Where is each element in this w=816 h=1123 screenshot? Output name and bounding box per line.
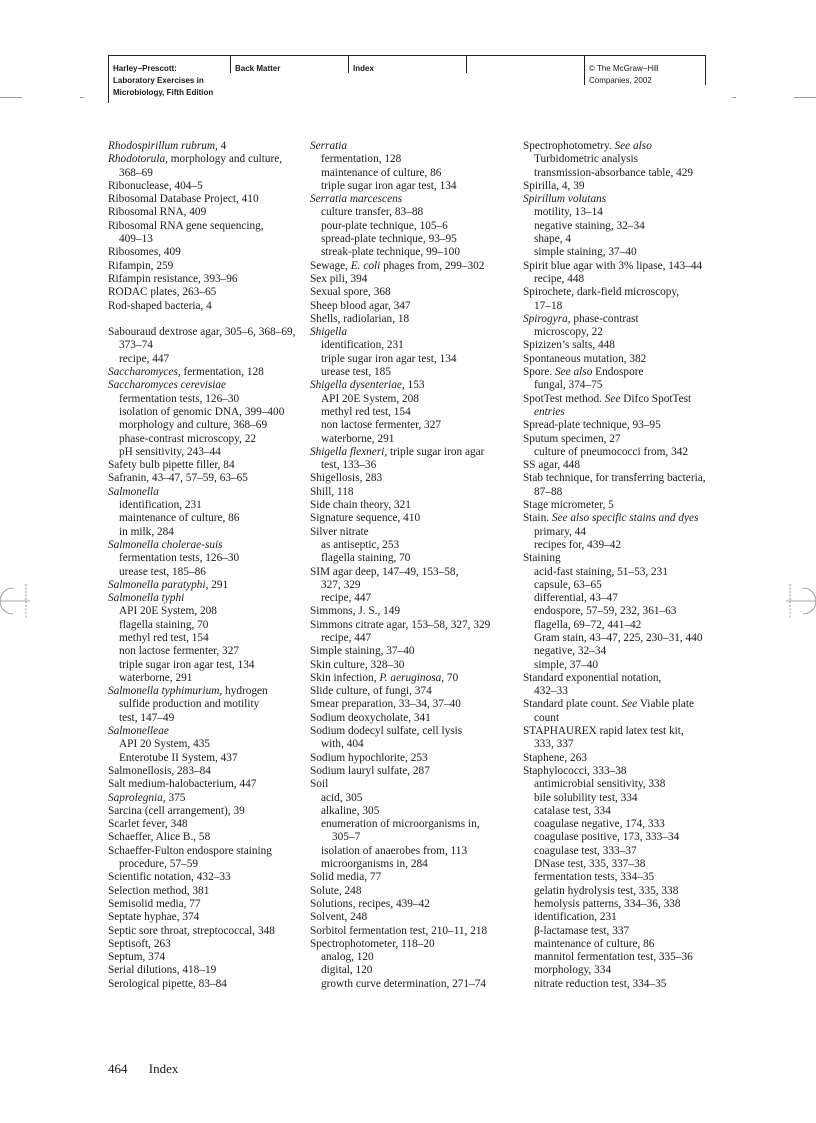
index-entry: Spore. See also Endospore (523, 366, 644, 379)
index-entry: Salt medium-halobacterium, 447 (108, 778, 257, 791)
index-subentry: coagulase test, 333–37 (534, 844, 637, 857)
index-entry: Shigellosis, 283 (310, 472, 383, 485)
index-entry: Sewage, E. coli phages from, 299–302 (310, 259, 485, 272)
index-subentry: maintenance of culture, 86 (534, 937, 655, 950)
index-entry: Shigella flexneri, triple sugar iron agar (310, 445, 485, 458)
index-entry: Stage micrometer, 5 (523, 499, 614, 512)
index-subentry: pH sensitivity, 243–44 (119, 445, 221, 458)
index-subentry: capsule, 63–65 (534, 578, 602, 591)
index-entry: Standard plate count. See Viable plate (523, 698, 695, 711)
index-subentry: acid-fast staining, 51–53, 231 (534, 565, 668, 578)
index-subentry: pour-plate technique, 105–6 (321, 219, 448, 232)
index-entry: Rod-shaped bacteria, 4 (108, 299, 212, 312)
index-entry: Sabouraud dextrose agar, 305–6, 368–69, (108, 326, 296, 339)
header-book-title: Harley−Prescott: Laboratory Exercises in Microbiology, Fifth Edition (108, 55, 230, 103)
index-subentry: flagella, 69–72, 441–42 (534, 618, 642, 631)
header-chapter: Index (348, 55, 466, 73)
index-entry: SS agar, 448 (523, 459, 580, 472)
index-subentry: recipe, 447 (321, 631, 372, 644)
index-subentry: primary, 44 (534, 525, 586, 538)
index-subentry: maintenance of culture, 86 (119, 512, 240, 525)
index-entry: Rhodospirillum rubrum, 4 (108, 140, 227, 152)
index-subentry: gelatin hydrolysis test, 335, 338 (534, 884, 679, 897)
index-column-2 (310, 140, 520, 991)
index-entry: Salmonella typhimurium, hydrogen (108, 685, 268, 698)
index-entry: Spontaneous mutation, 382 (523, 352, 647, 365)
index-entry-continuation: Turbidometric analysis (534, 153, 639, 166)
index-entry: Sorbitol fermentation test, 210–11, 218 (310, 924, 488, 937)
index-subentry: identification, 231 (321, 339, 404, 352)
crop-mark-right (794, 97, 816, 98)
index-subentry: isolation of genomic DNA, 399–400 (119, 405, 285, 418)
index-entry: Safranin, 43–47, 57–59, 63–65 (108, 472, 248, 485)
index-entry: Standard exponential notation, (523, 671, 662, 684)
registration-mark-left-icon (0, 584, 34, 618)
index-entry: Ribosomal RNA, 409 (108, 206, 207, 219)
index-subentry: coagulase positive, 173, 333–34 (534, 831, 680, 844)
index-entry: Ribosomal Database Project, 410 (108, 193, 259, 206)
index-entry: Septic sore throat, streptococcal, 348 (108, 924, 275, 937)
index-subentry: recipes for, 439–42 (534, 538, 622, 551)
index-entry: Septisoft, 263 (108, 937, 171, 950)
index-entry-continuation: microscopy, 22 (534, 326, 603, 339)
index-entry: Stab technique, for transferring bacteria, (523, 472, 706, 485)
index-subentry: flagella staining, 70 (321, 552, 411, 565)
index-entry: Scientific notation, 432–33 (108, 871, 231, 884)
index-column-3 (523, 140, 728, 991)
index-subentry: simple staining, 37–40 (534, 246, 637, 259)
index-subentry: triple sugar iron agar test, 134 (321, 352, 457, 365)
index-entry: Solute, 248 (310, 884, 362, 897)
index-subentry: acid, 305 (321, 791, 363, 804)
index-subentry: Enterotube II System, 437 (119, 751, 238, 764)
index-letter-gap (108, 313, 308, 326)
index-entry: Serological pipette, 83–84 (108, 977, 227, 990)
index-entry: Solid media, 77 (310, 871, 382, 884)
index-entry: Safety bulb pipette filler, 84 (108, 459, 235, 472)
index-entry: Spizizen’s salts, 448 (523, 339, 615, 352)
index-entry-continuation: test, 147–49 (119, 711, 175, 724)
index-entry: Schaeffer-Fulton endospore staining (108, 844, 272, 857)
index-subentry: negative staining, 32–34 (534, 219, 645, 232)
index-subentry: identification, 231 (119, 499, 202, 512)
index-entry-continuation: with, 404 (321, 738, 364, 751)
index-entry: Ribonuclease, 404–5 (108, 179, 203, 192)
index-subentry: fungal, 374–75 (534, 379, 603, 392)
index-entry: Slide culture, of fungi, 374 (310, 685, 432, 698)
index-entry: RODAC plates, 263–65 (108, 286, 217, 299)
page-footer (108, 1061, 178, 1077)
index-entry: Saccharomyces, fermentation, 128 (108, 366, 264, 379)
index-entry: SIM agar deep, 147–49, 153–58, (310, 565, 459, 578)
running-header (108, 55, 706, 103)
index-entry: Stain. See also specific stains and dyes (523, 512, 699, 525)
index-entry: Semisolid media, 77 (108, 897, 201, 910)
index-subentry: culture transfer, 83–88 (321, 206, 424, 219)
index-entry: Saccharomyces cerevisiae (108, 379, 227, 392)
index-entry: Smear preparation, 33–34, 37–40 (310, 698, 461, 711)
index-entry: Salmonella typhi (108, 592, 185, 605)
crop-mark-right-tick (732, 97, 736, 98)
index-subentry: API 20 System, 435 (119, 738, 211, 751)
index-entry: Sarcina (cell arrangement), 39 (108, 804, 245, 817)
registration-mark-right-icon (782, 584, 816, 618)
index-subentry: negative, 32–34 (534, 645, 607, 658)
index-entry: Staphylococci, 333–38 (523, 764, 627, 777)
index-entry: Solvent, 248 (310, 911, 368, 924)
index-entry: SpotTest method. See Difco SpotTest (523, 392, 692, 405)
index-subentry: differential, 43–47 (534, 592, 618, 605)
index-entry: Simple staining, 37–40 (310, 645, 415, 658)
index-entry: Spread-plate technique, 93–95 (523, 419, 661, 432)
index-entry: Salmonelleae (108, 725, 169, 738)
page-number: 464 (108, 1061, 128, 1076)
index-entry: Salmonellosis, 283–84 (108, 764, 211, 777)
index-entry: Spectrophotometer, 118–20 (310, 937, 435, 950)
index-entry: Selection method, 381 (108, 884, 210, 897)
index-subentry-continuation: 305–7 (332, 831, 361, 844)
header-blank-cell (466, 55, 584, 73)
index-entry: Ribosomes, 409 (108, 246, 181, 259)
index-entry: Silver nitrate (310, 525, 369, 538)
index-subentry: identification, 231 (534, 911, 617, 924)
index-entry-continuation: 327, 329 (321, 578, 361, 591)
index-subentry: flagella staining, 70 (119, 618, 209, 631)
index-subentry: enumeration of microorganisms in, (321, 818, 480, 831)
index-subentry: endospore, 57–59, 232, 361–63 (534, 605, 677, 618)
index-subentry: fermentation tests, 126–30 (119, 552, 240, 565)
index-entry-continuation: 333, 337 (534, 738, 574, 751)
index-subentry: digital, 120 (321, 964, 373, 977)
index-subentry: culture of pneumococci from, 342 (534, 445, 689, 458)
index-entry: Spectrophotometry. See also (523, 140, 652, 152)
index-entry: Salmonella paratyphi, 291 (108, 578, 229, 591)
index-subentry: recipe, 448 (534, 272, 585, 285)
index-entry: Ribosomal RNA gene sequencing, (108, 219, 264, 232)
index-subentry: DNase test, 335, 337–38 (534, 858, 646, 871)
index-subentry: simple, 37–40 (534, 658, 599, 671)
index-entry: Signature sequence, 410 (310, 512, 421, 525)
index-entry: Rhodotorula, morphology and culture, (108, 153, 283, 166)
index-entry: Sputum specimen, 27 (523, 432, 621, 445)
index-entry: Spirilla, 4, 39 (523, 179, 585, 192)
index-entry: Schaeffer, Alice B., 58 (108, 831, 211, 844)
index-entry: Simmons, J. S., 149 (310, 605, 401, 618)
index-entry: Skin infection, P. aeruginosa, 70 (310, 671, 459, 684)
index-subentry: phase-contrast microscopy, 22 (119, 432, 256, 445)
index-subentry: as antiseptic, 253 (321, 538, 400, 551)
index-subentry: hemolysis patterns, 334–36, 338 (534, 897, 681, 910)
index-subentry: alkaline, 305 (321, 804, 380, 817)
index-entry: Sodium hypochlorite, 253 (310, 751, 428, 764)
index-subentry: API 20E System, 208 (119, 605, 217, 618)
index-subentry: isolation of anaerobes from, 113 (321, 844, 468, 857)
index-subentry: antimicrobial sensitivity, 338 (534, 778, 666, 791)
index-entry: Salmonella (108, 485, 159, 498)
index-subentry: microorganisms in, 284 (321, 858, 428, 871)
index-subentry: methyl red test, 154 (321, 405, 411, 418)
index-subentry: mannitol fermentation test, 335–36 (534, 951, 693, 964)
index-entry: Soil (310, 778, 329, 791)
index-entry: Sex pili, 394 (310, 272, 368, 285)
index-subentry: shape, 4 (534, 233, 572, 246)
index-entry: Sheep blood agar, 347 (310, 299, 411, 312)
index-subentry: morphology, 334 (534, 964, 612, 977)
index-entry: Serial dilutions, 418–19 (108, 964, 217, 977)
index-entry: Sodium deoxycholate, 341 (310, 711, 431, 724)
index-subentry: nitrate reduction test, 334–35 (534, 977, 667, 990)
index-subentry: transmission-absorbance table, 429 (534, 166, 694, 179)
index-subentry: urease test, 185 (321, 366, 391, 379)
index-entry-continuation: test, 133–36 (321, 459, 377, 472)
index-subentry: streak-plate technique, 99–100 (321, 246, 460, 259)
index-subentry: in milk, 284 (119, 525, 174, 538)
index-subentry: recipe, 447 (119, 352, 170, 365)
index-entry: Skin culture, 328–30 (310, 658, 405, 671)
index-entry: Sodium lauryl sulfate, 287 (310, 764, 430, 777)
index-subentry: non lactose fermenter, 327 (321, 419, 442, 432)
index-entry: Side chain theory, 321 (310, 499, 411, 512)
index-subentry: β-lactamase test, 337 (534, 924, 630, 937)
index-entry: Simmons citrate agar, 153–58, 327, 329 (310, 618, 491, 631)
index-subentry: non lactose fermenter, 327 (119, 645, 240, 658)
index-entry: Sodium dodecyl sulfate, cell lysis (310, 725, 463, 738)
index-entry-continuation: entries (534, 405, 565, 418)
index-entry-continuation: 432–33 (534, 685, 568, 698)
index-entry: Shells, radiolarian, 18 (310, 312, 410, 325)
index-subentry: recipe, 447 (321, 592, 372, 605)
index-entry-continuation: 373–74 (119, 339, 153, 352)
index-subentry: maintenance of culture, 86 (321, 166, 442, 179)
index-entry: Spirit blue agar with 3% lipase, 143–44 (523, 259, 703, 272)
index-subentry: analog, 120 (321, 951, 374, 964)
index-entry: Sexual spore, 368 (310, 286, 391, 299)
index-entry: Saprolegnia, 375 (108, 791, 186, 804)
index-entry: Staphene, 263 (523, 751, 588, 764)
index-entry: Septate hyphae, 374 (108, 911, 200, 924)
index-entry-continuation: sulfide production and motility (119, 698, 260, 711)
index-entry: Staining (523, 552, 561, 565)
index-entry: Rifampin, 259 (108, 259, 174, 272)
index-subentry: methyl red test, 154 (119, 631, 209, 644)
index-entry: Solutions, recipes, 439–42 (310, 897, 430, 910)
index-entry: Shill, 118 (310, 485, 354, 498)
index-entry: Serratia marcescens (310, 193, 403, 206)
footer-label: Index (148, 1061, 179, 1076)
index-entry: Spirochete, dark-field microscopy, (523, 286, 680, 299)
index-subentry: spread-plate technique, 93–95 (321, 233, 457, 246)
index-entry-continuation: 87–88 (534, 485, 563, 498)
crop-mark-left-tick (80, 97, 84, 98)
index-entry: STAPHAUREX rapid latex test kit, (523, 725, 684, 738)
index-entry: Spirogyra, phase-contrast (523, 312, 639, 325)
index-subentry: bile solubility test, 334 (534, 791, 638, 804)
index-subentry: morphology and culture, 368–69 (119, 419, 268, 432)
crop-mark-left (0, 97, 22, 98)
index-subentry: coagulase negative, 174, 333 (534, 818, 665, 831)
index-subentry: growth curve determination, 271–74 (321, 977, 487, 990)
header-copyright: © The McGraw−Hill Companies, 2002 (584, 55, 706, 85)
index-subentry: fermentation, 128 (321, 153, 402, 166)
header-section: Back Matter (230, 55, 348, 73)
index-entry-continuation: 409–13 (119, 233, 153, 246)
index-subentry: triple sugar iron agar test, 134 (321, 179, 457, 192)
index-subentry: Gram stain, 43–47, 225, 230–31, 440 (534, 631, 703, 644)
index-entry: Shigella (310, 326, 348, 339)
index-subentry: motility, 13–14 (534, 206, 603, 219)
index-entry: Shigella dysenteriae, 153 (310, 379, 425, 392)
index-entry-continuation: 17–18 (534, 299, 563, 312)
index-entry-continuation: count (534, 711, 560, 724)
index-subentry: fermentation tests, 334–35 (534, 871, 655, 884)
index-subentry: waterborne, 291 (119, 671, 193, 684)
index-subentry: urease test, 185–86 (119, 565, 206, 578)
index-subentry: API 20E System, 208 (321, 392, 419, 405)
index-entry-continuation: 368–69 (119, 166, 153, 179)
index-subentry: waterborne, 291 (321, 432, 395, 445)
index-entry: Septum, 374 (108, 951, 166, 964)
index-entry: Spirillum volutans (523, 193, 607, 206)
index-column-1 (108, 140, 308, 991)
index-subentry: fermentation tests, 126–30 (119, 392, 240, 405)
index-entry: Rifampin resistance, 393–96 (108, 272, 238, 285)
index-entry: Scarlet fever, 348 (108, 818, 188, 831)
index-entry: Serratia (310, 140, 348, 152)
index-subentry: triple sugar iron agar test, 134 (119, 658, 255, 671)
index-subentry: catalase test, 334 (534, 804, 611, 817)
index-entry-continuation: procedure, 57–59 (119, 858, 199, 871)
index-entry: Salmonella cholerae-suis (108, 538, 223, 551)
